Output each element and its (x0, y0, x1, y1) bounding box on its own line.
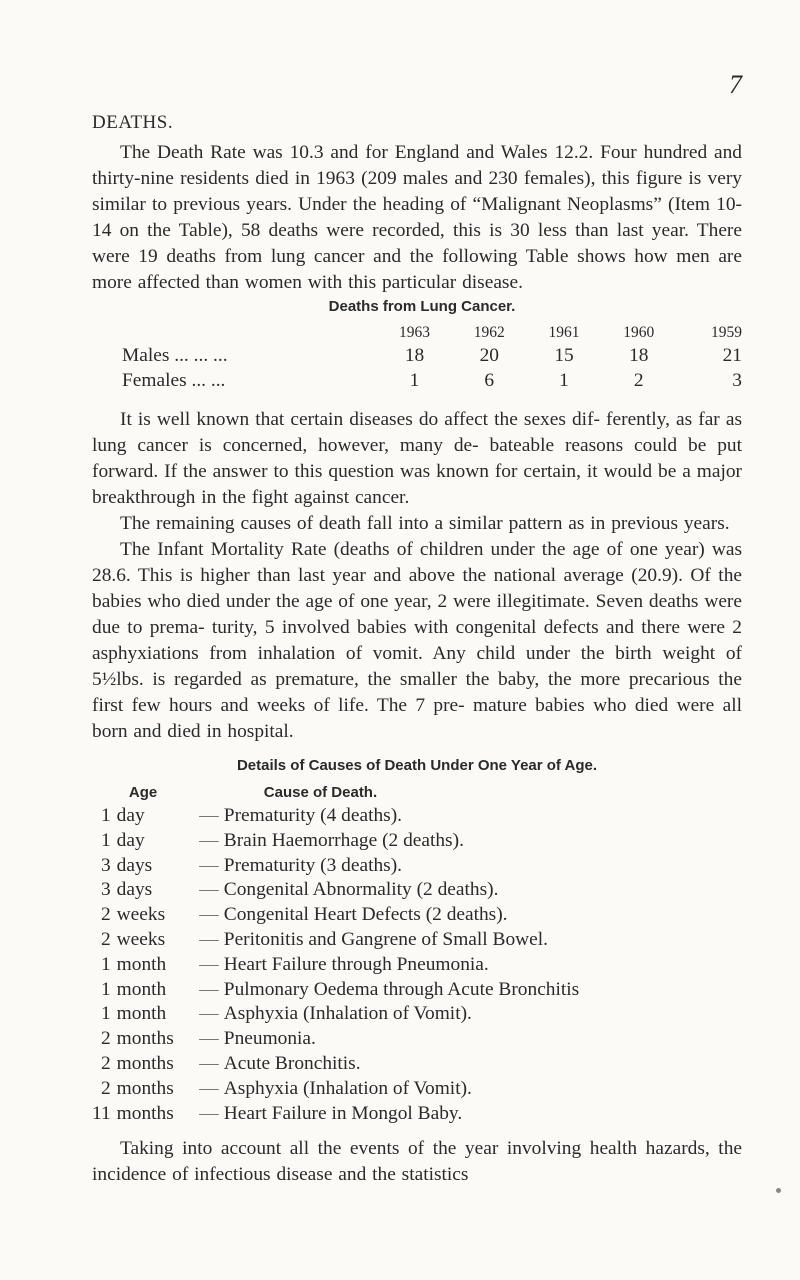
age-unit: days (116, 854, 153, 876)
year-header: 1960 (623, 324, 655, 341)
age-unit: month (116, 1003, 167, 1025)
page-content (92, 140, 742, 1188)
table-cell: 3 (732, 370, 742, 391)
cause-of-death: Pulmonary Oedema through Acute Bronchitis (223, 978, 580, 1000)
age-number: 1 (100, 978, 111, 1000)
cause-of-death: Prematurity (3 deaths). (223, 854, 403, 876)
age-unit: days (116, 879, 153, 901)
paragraph-sexes: It is well known that certain diseases do affect the sexes dif- ferently, as far as lung cancer is concerned, however, many de- bateable reasons could be put forward. If the answer to this question was known for certain, it would be a major breakthrough in the fight against cancer. (92, 409, 742, 508)
lung-cancer-table-section (92, 298, 742, 393)
dash-separator: — (199, 978, 219, 1000)
age-unit: day (116, 805, 145, 826)
table-cell: 6 (484, 370, 495, 391)
table-row (92, 978, 742, 1003)
table-cell: 21 (722, 345, 742, 366)
dash-separator: — (199, 805, 219, 826)
infant-deaths-table-section (92, 757, 742, 1126)
cause-of-death: Pneumonia. (223, 1028, 316, 1050)
table-cell: 1 (559, 370, 569, 391)
age-unit: month (116, 953, 167, 975)
age-unit: months (116, 1102, 174, 1124)
age-number: 2 (100, 1028, 111, 1050)
table-row (92, 1052, 742, 1077)
age-number: 1 (100, 805, 111, 826)
table-cell: 18 (404, 345, 425, 366)
age-number: 1 (100, 829, 111, 851)
age-column-header: Age (128, 784, 158, 801)
table-row (92, 1002, 742, 1027)
year-header: 1961 (548, 324, 580, 341)
page-number: 7 (729, 70, 742, 99)
lung-cancer-table (122, 323, 742, 393)
year-header: 1959 (711, 324, 742, 341)
dash-separator: — (199, 1003, 219, 1025)
cause-of-death: Brain Haemorrhage (2 deaths). (223, 829, 464, 851)
section-heading: DEATHS. (92, 112, 174, 133)
cause-of-death: Peritonitis and Gangrene of Small Bowel. (223, 928, 548, 950)
table-row (92, 854, 742, 879)
table-row (92, 953, 742, 978)
paragraph-closing: Taking into account all the events of the year involving health hazards, the incidence of infectious disease and the statistics (92, 1138, 742, 1186)
infant-deaths-table (92, 782, 742, 1126)
table-cell: 15 (554, 345, 574, 366)
age-unit: day (116, 829, 145, 851)
table-row (92, 1102, 742, 1127)
year-header: 1962 (473, 324, 505, 341)
age-number: 1 (100, 1003, 111, 1025)
dash-separator: — (199, 1077, 219, 1099)
cause-of-death: Heart Failure through Pneumonia. (223, 953, 489, 975)
age-number: 3 (100, 879, 111, 901)
page-mark (776, 1188, 781, 1193)
dash-separator: — (199, 879, 219, 901)
table-cell: 2 (633, 370, 644, 391)
age-number: 1 (100, 953, 111, 975)
age-number: 3 (100, 854, 111, 876)
table-row (92, 878, 742, 903)
paragraph-remaining-causes: The remaining causes of death fall into a similar pattern as in previous years. (120, 513, 730, 534)
age-unit: months (116, 1052, 174, 1074)
table-cell: 18 (629, 345, 649, 366)
table-row (92, 928, 742, 953)
age-number: 11 (92, 1102, 111, 1124)
table-row (92, 829, 742, 854)
table-row (92, 1077, 742, 1102)
dash-separator: — (199, 1102, 219, 1124)
paragraph-death-rate: The Death Rate was 10.3 and for England and Wales 12.2. Four hundred and thirty-nine residents died in 1963 (209 males and 230 females), this figure is very similar to previous years. Under the heading of “Malignant Neoplasms” (Item 10-14 on the Table), 58 deaths were recorded, this is 30 less than last year. There were 19 deaths from lung cancer and the following Table shows how men are more affected than women with this particular disease. (92, 142, 742, 293)
cause-of-death: Congenital Abnormality (2 deaths). (223, 879, 499, 901)
year-header: 1963 (399, 324, 431, 341)
cause-of-death: Acute Bronchitis. (223, 1052, 361, 1074)
dash-separator: — (199, 1052, 219, 1074)
cause-of-death: Heart Failure in Mongol Baby. (223, 1102, 463, 1124)
cause-of-death: Congenital Heart Defects (2 deaths). (223, 904, 508, 926)
dash-separator: — (199, 904, 219, 926)
table-cell: 1 (409, 370, 420, 391)
age-number: 2 (100, 1077, 111, 1099)
age-number: 2 (100, 1052, 111, 1074)
table-row (92, 1027, 742, 1052)
row-label: Males ... ... ... (122, 345, 228, 366)
dash-separator: — (199, 854, 219, 876)
lung-table-row-females (122, 368, 742, 393)
dash-separator: — (199, 928, 219, 950)
cause-of-death: Prematurity (4 deaths). (223, 805, 403, 826)
dash-separator: — (199, 953, 219, 975)
age-unit: months (116, 1077, 174, 1099)
infant-table-header-row (92, 782, 742, 804)
lung-table-row-males (122, 343, 742, 368)
dash-separator: — (199, 829, 219, 851)
table-row (92, 804, 742, 829)
lung-table-year-row (122, 323, 742, 343)
lung-cancer-table-title: Deaths from Lung Cancer. (328, 298, 516, 315)
age-unit: months (116, 1028, 174, 1050)
age-number: 2 (100, 904, 111, 926)
cause-column-header: Cause of Death. (263, 784, 378, 801)
paragraph-infant-mortality: The Infant Mortality Rate (deaths of children under the age of one year) was 28.6. This is higher than last year and above the national average (20.9). Of the babies who died under the age of one year, 2 were illegitimate. Seven deaths were due to prema- turity, 5 involved babies with congenital defects and there were 2 asphyxiations from inhalation of vomit. Any child under the birth weight of 5½lbs. is regarded as premature, the smaller the baby, the more precarious the first few hours and weeks of life. The 7 pre- mature babies who died were all born and died in hospital. (92, 539, 742, 742)
age-unit: weeks (116, 928, 166, 950)
dash-separator: — (199, 1028, 219, 1050)
table-row (92, 903, 742, 928)
table-cell: 20 (479, 345, 499, 366)
age-unit: weeks (116, 904, 166, 926)
age-unit: month (116, 978, 167, 1000)
age-number: 2 (100, 928, 111, 950)
cause-of-death: Asphyxia (Inhalation of Vomit). (223, 1003, 472, 1025)
cause-of-death: Asphyxia (Inhalation of Vomit). (223, 1077, 472, 1099)
infant-deaths-table-title: Details of Causes of Death Under One Year of Age. (236, 757, 598, 774)
row-label: Females ... ... (122, 370, 226, 391)
